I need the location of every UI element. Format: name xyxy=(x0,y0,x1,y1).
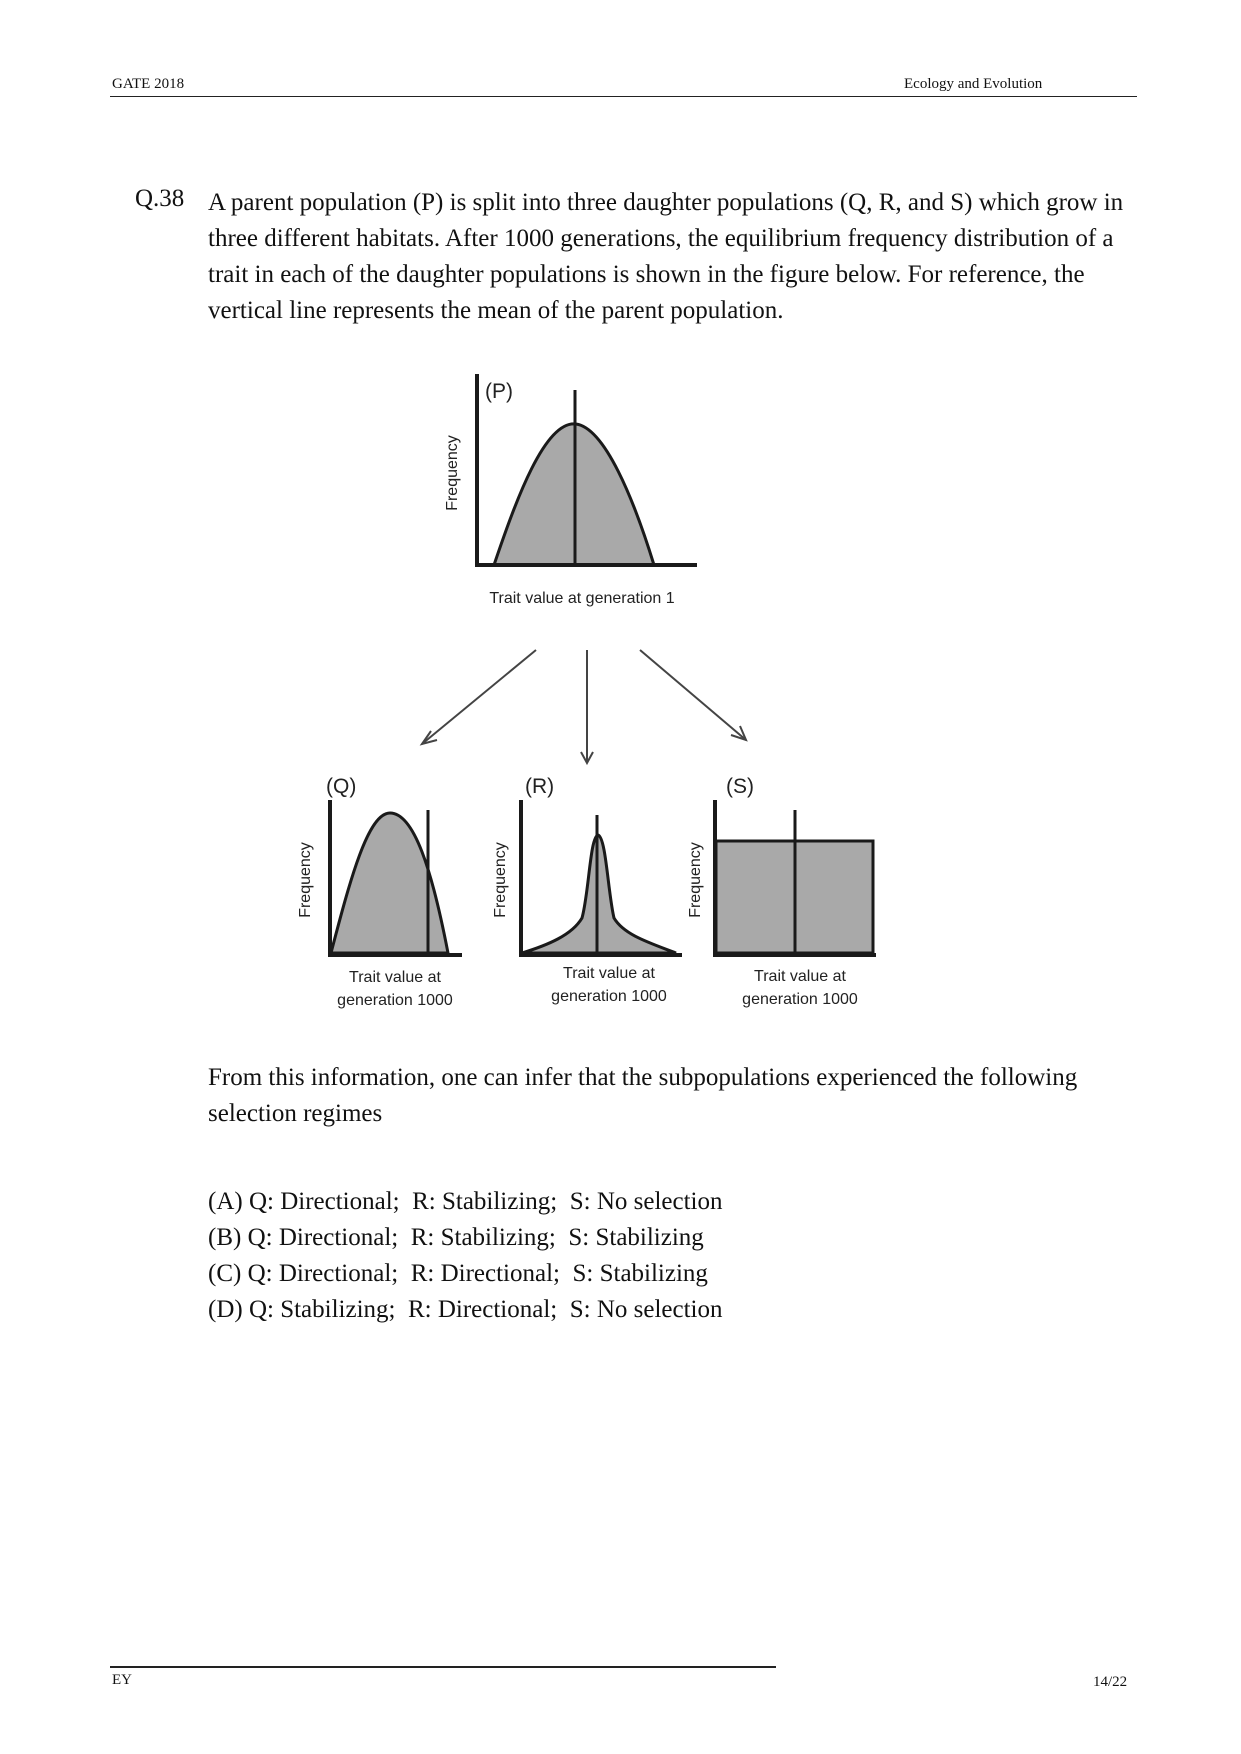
footer-paper-code: EY xyxy=(112,1672,132,1688)
panel-q-ylabel: Frequency xyxy=(297,842,314,918)
panel-q-xlabel: Trait value at xyxy=(349,969,441,986)
panel-r-xlabel: Trait value at xyxy=(563,965,655,982)
arrow-to-s xyxy=(640,650,746,740)
panel-q-distribution xyxy=(331,813,448,953)
option-d: (D) Q: Stabilizing; R: Directional; S: No selection xyxy=(208,1296,723,1323)
panel-r-xlabel-2: generation 1000 xyxy=(551,988,667,1005)
panel-s-label: (S) xyxy=(726,775,754,798)
split-arrows xyxy=(422,650,746,763)
question-number: Q.38 xyxy=(135,185,185,212)
header-subject: Ecology and Evolution xyxy=(904,76,1043,92)
option-c: (C) Q: Directional; R: Directional; S: Stabilizing xyxy=(208,1260,708,1287)
panel-s-xlabel: Trait value at xyxy=(754,968,846,985)
panel-p-ylabel: Frequency xyxy=(444,435,461,511)
panel-s xyxy=(687,775,876,1008)
option-a: (A) Q: Directional; R: Stabilizing; S: No selection xyxy=(208,1188,723,1215)
panel-p-label: (P) xyxy=(485,380,513,403)
panel-r xyxy=(492,775,682,1005)
panel-r-ylabel: Frequency xyxy=(492,842,509,918)
panel-q xyxy=(297,775,462,1009)
inference-text: From this information, one can infer that the subpopulations experienced the following selection regimes xyxy=(208,1064,1078,1127)
panel-s-xlabel-2: generation 1000 xyxy=(742,991,858,1008)
footer-page-number: 14/22 xyxy=(1093,1674,1128,1690)
panel-p-xlabel: Trait value at generation 1 xyxy=(489,590,675,607)
panel-s-ylabel: Frequency xyxy=(687,842,704,918)
footer-rule xyxy=(110,1666,776,1668)
option-b: (B) Q: Directional; R: Stabilizing; S: Stabilizing xyxy=(208,1224,704,1251)
panel-r-distribution xyxy=(522,835,676,953)
header-exam-title: GATE 2018 xyxy=(112,76,185,92)
panel-r-label: (R) xyxy=(525,775,555,798)
question-text: A parent population (P) is split into three daughter populations (Q, R, and S) which grow in three different habitats. After 1000 generations, the equilibrium frequency distribution of a trait in each of the daughter populations is shown in the figure below. For reference, the vertical line represents the mean of the parent population. xyxy=(208,189,1124,324)
panel-q-xlabel-2: generation 1000 xyxy=(337,992,453,1009)
panel-q-label: (Q) xyxy=(326,775,357,798)
panel-p xyxy=(444,374,697,607)
answer-options xyxy=(208,1184,723,1328)
arrow-to-q xyxy=(422,650,536,744)
